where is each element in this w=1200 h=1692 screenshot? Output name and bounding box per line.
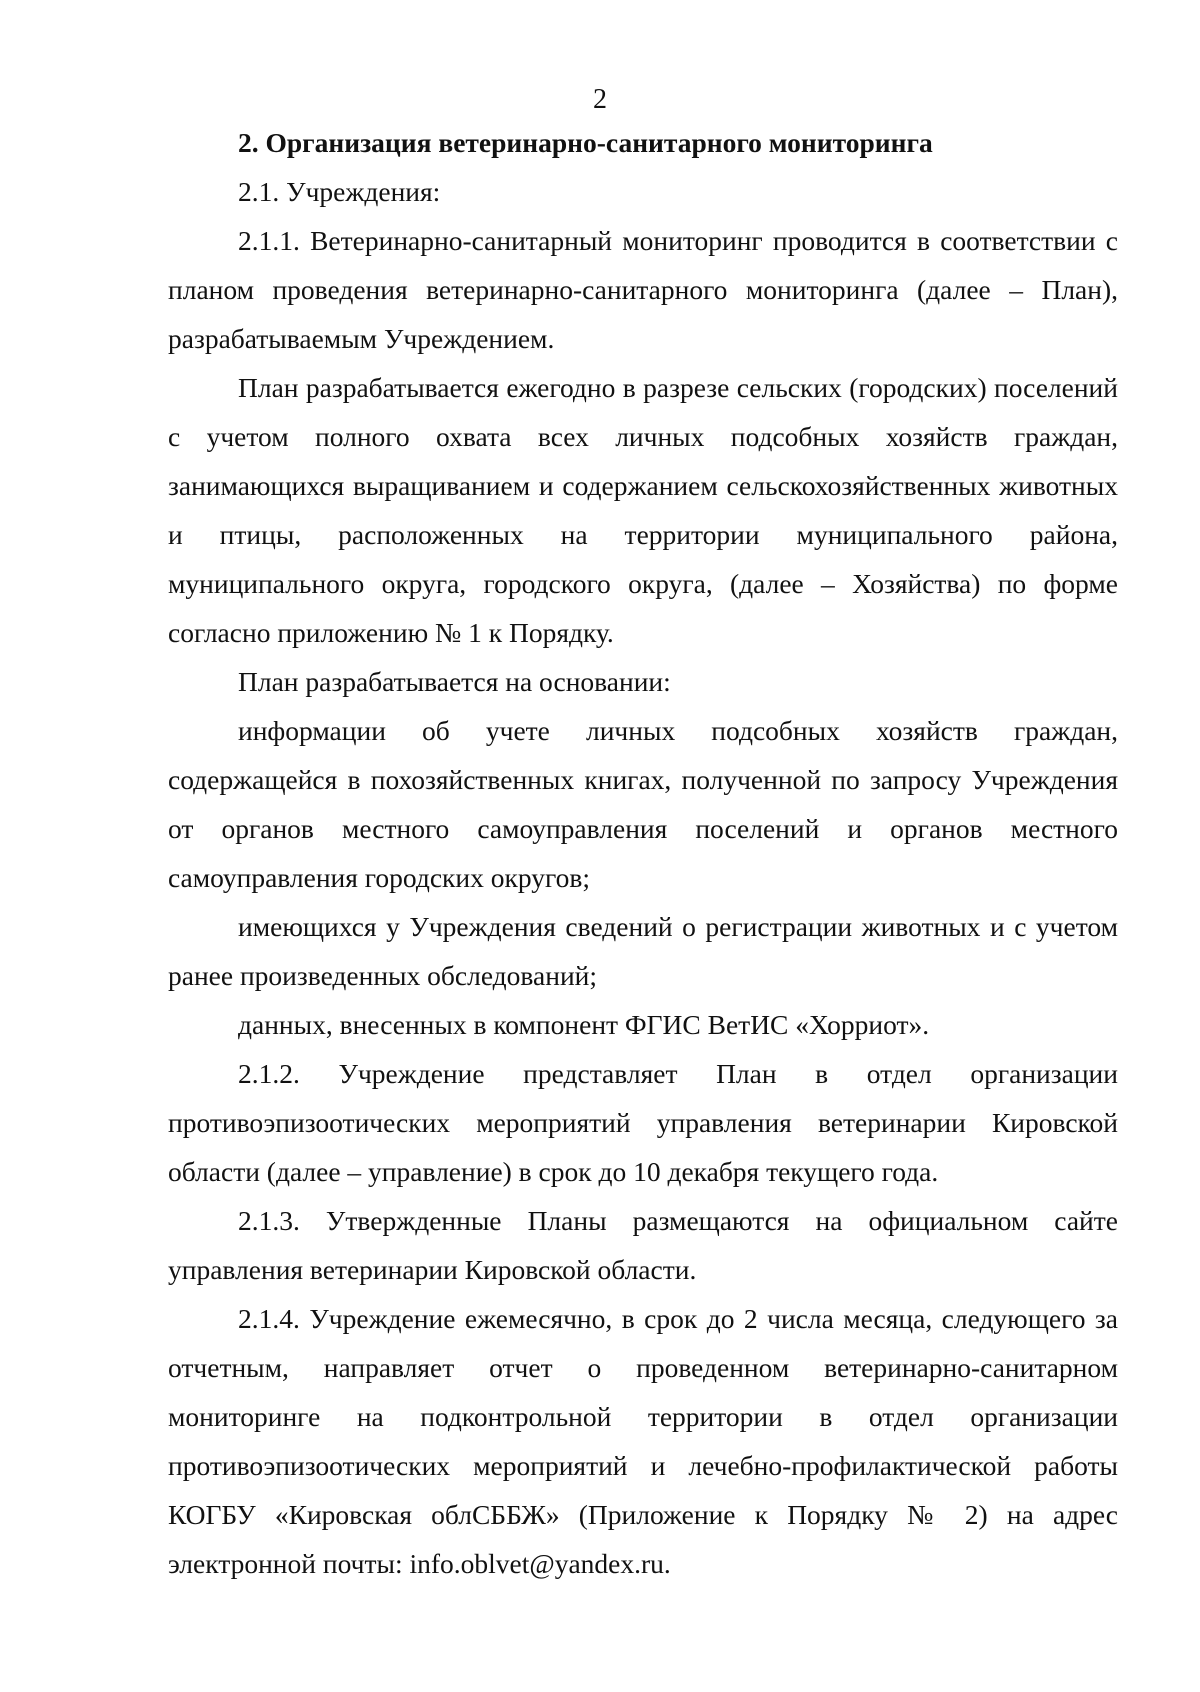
section-heading: 2. Организация ветеринарно-санитарного мониторинга [238,127,933,158]
paragraph-plan-basis: План разрабатывается на основании: [238,666,671,697]
paragraph-2-1-4: 2.1.4. Учреждение ежемесячно, в срок до 2 числа месяца, следующего за отчетным, направляет отчет о проведенном ветеринарно-санитарном мониторинге на подконтрольной территории в отдел организации противоэпизоотических мероприятий и лечебно-профилактической работы КОГБУ «Кировская облСББЖ» (Приложение к Порядку № 2) на адрес электронной почты: info.oblvet@yandex.ru. [168,1303,1118,1579]
paragraph-basis-info: информации об учете личных подсобных хозяйств граждан, содержащейся в похозяйственных книгах, полученной по запросу Учреждения от органов местного самоуправления поселений и органов местного самоуправления городских округов; [168,715,1118,893]
page-number: 2 [593,84,607,115]
paragraph-2-1: 2.1. Учреждения: [238,176,441,207]
paragraph-2-1-3: 2.1.3. Утвержденные Планы размещаются на официальном сайте управления ветеринарии Кировской области. [168,1205,1118,1285]
paragraph-plan-description: План разрабатывается ежегодно в разрезе сельских (городских) поселений с учетом полного охвата всех личных подсобных хозяйств граждан, занимающихся выращиванием и содержанием сельскохозяйственных животных и птицы, расположенных на территории муниципального района, муниципального округа, городского округа, (далее – Хозяйства) по форме согласно приложению № 1 к Порядку. [168,372,1118,648]
paragraph-2-1-2: 2.1.2. Учреждение представляет План в отдел организации противоэпизоотических мероприятий управления ветеринарии Кировской области (далее – управление) в срок до 10 декабря текущего года. [168,1058,1118,1187]
paragraph-basis-registration: имеющихся у Учреждения сведений о регистрации животных и с учетом ранее произведенных обследований; [168,911,1118,991]
paragraph-2-1-1: 2.1.1. Ветеринарно-санитарный мониторинг проводится в соответствии с планом проведения ветеринарно-санитарного мониторинга (далее – План), разрабатываемым Учреждением. [168,225,1118,354]
paragraph-basis-horriot: данных, внесенных в компонент ФГИС ВетИС «Хорриот». [238,1009,930,1040]
document-body [168,118,1118,1588]
